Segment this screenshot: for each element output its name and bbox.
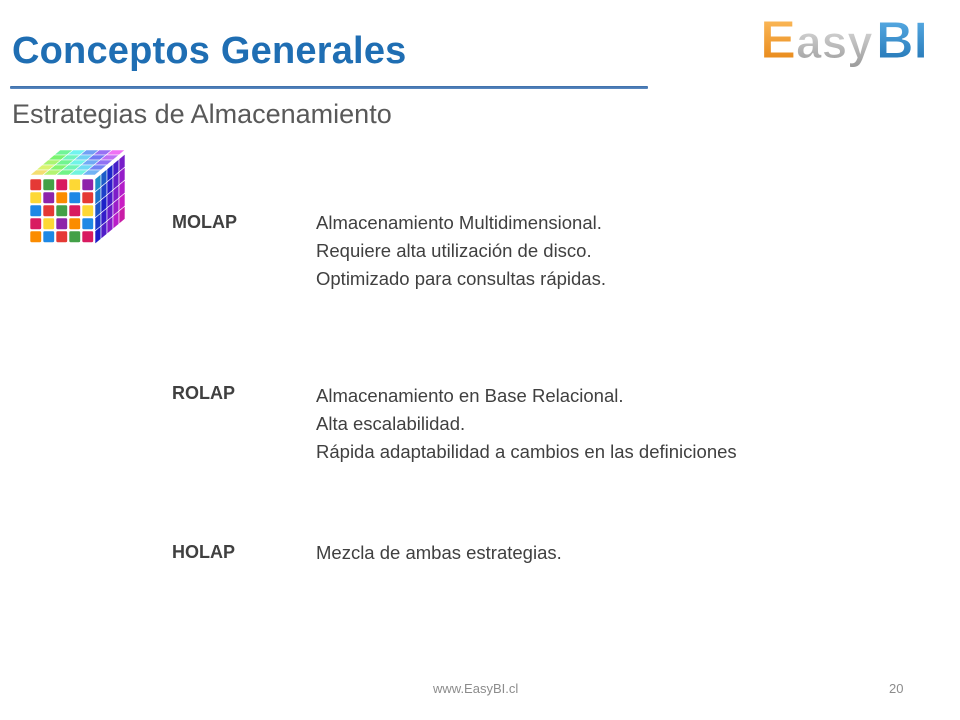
page-number: 20 (889, 681, 904, 696)
desc-line: Rápida adaptabilidad a cambios en las definiciones (316, 441, 737, 462)
desc-line: Optimizado para consultas rápidas. (316, 268, 606, 289)
page-subtitle: Estrategias de Almacenamiento (12, 99, 392, 129)
strategy-label-rolap: ROLAP (172, 383, 235, 403)
footer-url: www.EasyBI.cl (433, 681, 519, 696)
title-underline (10, 86, 648, 89)
multicolor-olap-cube-icon (22, 145, 132, 253)
logo-e: E (760, 10, 797, 68)
easybi-logo (756, 8, 946, 68)
strategy-desc-holap (316, 539, 562, 567)
desc-line: Alta escalabilidad. (316, 413, 466, 434)
desc-line: Requiere alta utilización de disco. (316, 240, 592, 261)
logo-bi: BI (876, 12, 928, 68)
desc-line: Mezcla de ambas estrategias. (316, 542, 562, 563)
strategy-desc-molap (316, 209, 606, 293)
logo-asy: asy (796, 16, 873, 68)
strategy-desc-rolap (316, 382, 737, 466)
strategy-label-molap: MOLAP (172, 212, 237, 232)
desc-line: Almacenamiento Multidimensional. (316, 212, 602, 233)
page-title: Conceptos Generales (12, 30, 407, 72)
strategy-label-holap: HOLAP (172, 542, 235, 562)
desc-line: Almacenamiento en Base Relacional. (316, 385, 624, 406)
